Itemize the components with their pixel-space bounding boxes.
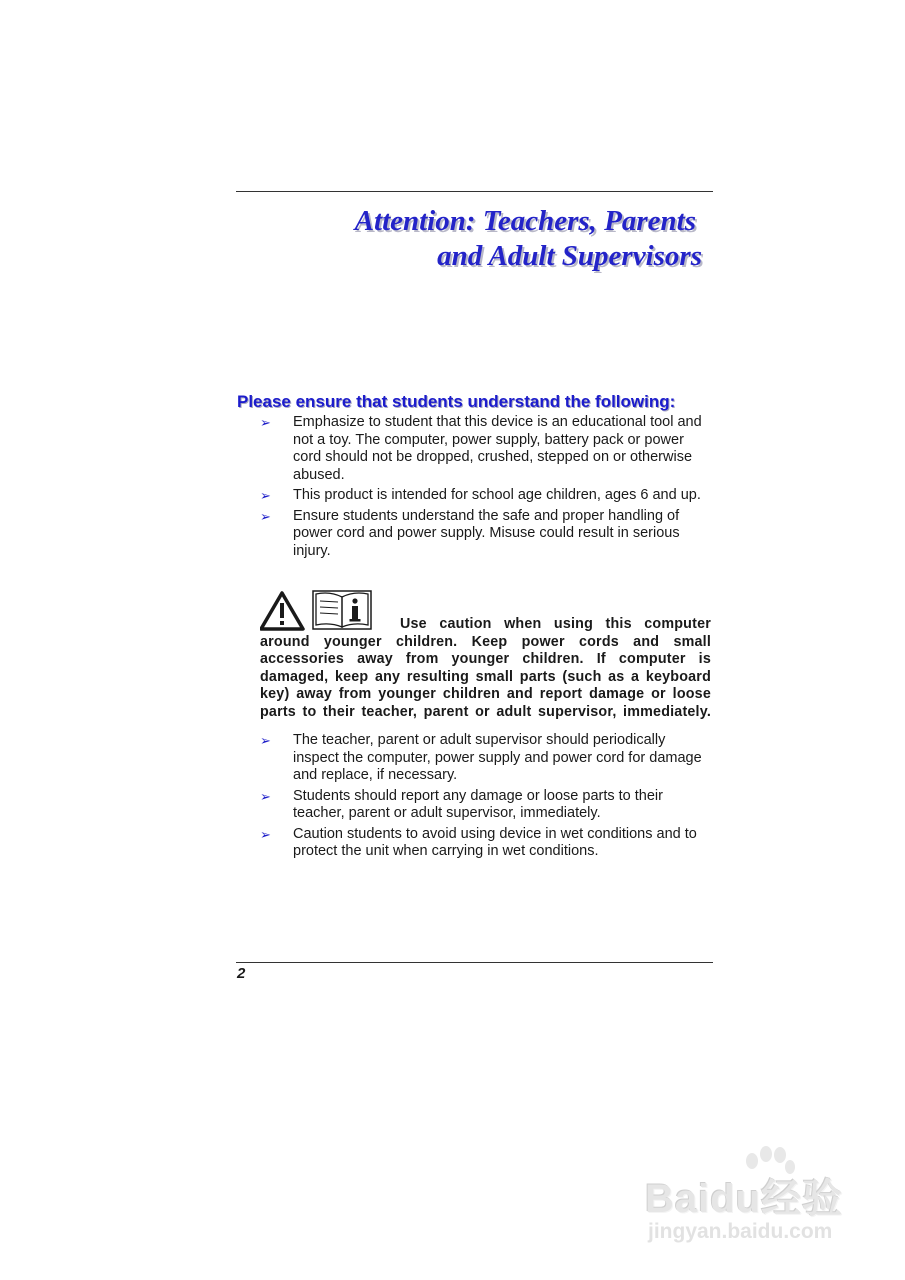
section-heading: Please ensure that students understand the following: [237, 392, 676, 411]
list-item: ➢ Emphasize to student that this device is an educational tool and not a toy. The computer, power supply, battery pack or power cord should not be dropped, crushed, stepped on or otherwise abused. [260, 414, 702, 483]
caution-block [260, 589, 711, 739]
bottom-rule [236, 962, 713, 963]
list-item: ➢ Ensure students understand the safe and proper handling of power cord and power supply. Misuse could result in serious injury. [260, 507, 680, 559]
bullet-list-1 [258, 414, 714, 563]
caution-text: Use caution when using this computer around younger children. Keep power cords and small accessories away from younger children. If computer is damaged, keep any resulting small parts (such as a keyboard key) away from younger children and report damage or loose parts to their teacher, parent or adult supervisor, immediately. [260, 616, 711, 720]
page-number: 2 [237, 965, 246, 982]
page-title-line-2: and Adult Supervisors [437, 240, 702, 272]
arrow-bullet-icon: ➢ [260, 415, 271, 430]
list-item: ➢ Caution students to avoid using device in wet conditions and to protect the unit when carrying in wet conditions. [260, 825, 697, 859]
bullet-list-2 [258, 732, 714, 864]
arrow-bullet-icon: ➢ [260, 788, 271, 804]
arrow-bullet-icon: ➢ [260, 826, 271, 842]
arrow-bullet-icon: ➢ [260, 488, 271, 503]
list-item: ➢ This product is intended for school age children, ages 6 and up. [260, 487, 701, 503]
caution-icons [260, 589, 380, 633]
top-rule [236, 191, 713, 192]
list-item: ➢ The teacher, parent or adult supervisor should periodically inspect the computer, power supply and power cord for damage and replace, if necessary. [260, 732, 702, 783]
arrow-bullet-icon: ➢ [260, 733, 271, 748]
info-book-icon [313, 591, 371, 629]
watermark-url: jingyan.baidu.com [648, 1220, 833, 1243]
watermark-brand: Baidu经验 [645, 1177, 844, 1221]
baidu-watermark [640, 1145, 860, 1255]
page-title-line-1: Attention: Teachers, Parents [354, 205, 696, 237]
warning-triangle-icon [261, 593, 303, 629]
list-item: ➢ Students should report any damage or loose parts to their teacher, parent or adult supervisor, immediately. [260, 787, 663, 821]
arrow-bullet-icon: ➢ [260, 508, 271, 524]
